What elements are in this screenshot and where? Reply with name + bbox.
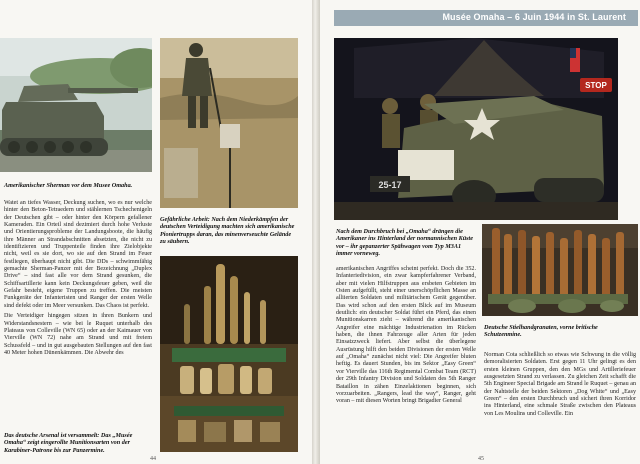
pioneer-photo (160, 38, 298, 208)
chapter-header-bar (334, 10, 638, 26)
book-spine (312, 0, 320, 464)
left-body-paragraph: Die Verteidiger hingegen sitzen in ihren Bunkern und Widerstandsnestern – wie bei le Ruquet unterhalb des Plateaus von Colleville (WN 65) oder an der Kaimauer von Vierville (WN 72) nahe am Strand und mit freiem Schussfeld – und in gut ausgebauten Stellungen auf den fast 40 Meter hohen Dünenkämmen. Die Abwehr des (4, 313, 152, 356)
caption-halftrack: Nach dem Durchbruch bei „Omaha“ drängen die Amerikaner ins Hinterland der normannischen Küste vor – ihr gepanzerter Spähwagen vom Typ M3A1 immer vorneweg. (336, 228, 474, 258)
halftrack-photo (334, 38, 618, 220)
caption-shells: Das deutsche Arsenal ist versammelt: Das „Musée Omaha“ zeigt eingerollte Munitionsarten von der Karabiner-Patrone bis zur Panzermine. (4, 432, 133, 454)
page-number-right: 45 (478, 456, 484, 462)
grenades-photo (482, 224, 638, 316)
page-number-left: 44 (150, 456, 156, 462)
right-body-column-2: Norman Cota schließlich so etwas wie Schwung in die völlig demoralisierten Soldaten. Erst gegen 11 Uhr gelingt es den ersten kleinen Gruppen, den den MGs und Artilleriefeuer ausgesetzten Strand zu verlassen. Zu gleichen Zeit schafft die 5th Engineer Special Brigade am Strand le Ruquet – genau an der Nahtstelle der beiden Sektoren „Dog White“ und „Easy Green“ – den ersten Durchbruch und sichert ihren Korridor ins Hinterland, eine schmale Straße zwischen den Plateaus von Les Moulins und Colleville. Ein (484, 352, 636, 417)
stop-sign-label: STOP (585, 81, 607, 90)
caption-pioneer: Gefährliche Arbeit: Nach dem Niederkämpfen der deutschen Verteidigung machten sich amerikanische Pioniertrupps daran, das minenverseuchte Gelände zu säubern. (160, 216, 295, 246)
chapter-title: Musée Omaha – 6 Juin 1944 in St. Laurent (442, 12, 626, 22)
left-body-column (4, 200, 152, 360)
sherman-tank-photo (0, 38, 152, 172)
left-page (0, 0, 312, 464)
shells-display-photo (160, 256, 298, 452)
caption-sherman: Amerikanischer Sherman vor dem Musee Omaha. (4, 182, 133, 189)
left-body-paragraph: Watet an tiefes Wasser, Deckung suchen, wo es nur welche hinter den Beton-Tetraedern und stählernen Tschechenigeln der Deutschen gibt – oder hinter den Körpern gefallener Kameraden. Ein Orteil sind dezimiert durch hohe Verluste und Orientierungsprobleme der Landungsboote, die häufig ihre Männer an Strandabschnitten absetzten, die nicht zu identifizieren und Truppenteile finden ihre Zielobjekte nicht, weil es sie dort, wo sie auf den Strand im Feuer festliegen, überhaupt nicht gibt. Die DDs – schwimmfähig gemachte Sherman-Panzer mit der Bezeichnung „Duplex Drive“ – sind fast alle vor dem Strand gesunken, die Schiffsartillerie kann kein Deckungsfeuer geben, weil die Gefahr besteht, eigene Truppen zu treffen. Die meisten Funkgeräte der Infanteristen und Ranger der ersten Welle sind defekt oder im Meer versunken. Das Chaos ist perfekt. (4, 200, 152, 309)
right-body-column-1: amerikanischen Angriffes scheint perfekt. Doch die 352. Infanteriedivision, ein zwar kampferfahrener Verband, aber mit vielen Hilfstruppen aus ersbeten Gebieten im Osten aufgefüllt, steht einer unerschöpflichen Masse an alliierten Soldaten und militärischem Gerät gegenüber. Das wird schon auf den ersten Blick auf im Museum deutlich: ein deutscher Soldat führt ein Pferd, das einen Munitionskarren zieht – während die amerikanischen Angreifer eine mächtige Industrienation im Rücken haben, die ihnen Fahrzeuge aller Arten für jeden Einsatzzweck liefert. Aber selbst die überlegene Ausrüstung hilft den beiden Divisionen der ersten Welle auf „Omaha“ zunächst nicht viel: Die Angreifer bluten heftig. Es dauert Stunden, bis im Sektor „Easy Green“ vor Vierville das 116th Regimental Combat Team (RCT) der 29th Infantry Division und Soldaten des 5th Ranger Bataillon in zähen Einzelaktionen beginnen, sich vorzuarbeiten. „Rangers, lead the way“, Ranger, geht voran – mit diesen Worten bringt Brigadier General (336, 266, 476, 405)
caption-grenades: Deutsche Stielhandgranaten, vorne britische Schutzenmine. (484, 324, 598, 339)
vehicle-number-label: 25-17 (378, 180, 402, 190)
